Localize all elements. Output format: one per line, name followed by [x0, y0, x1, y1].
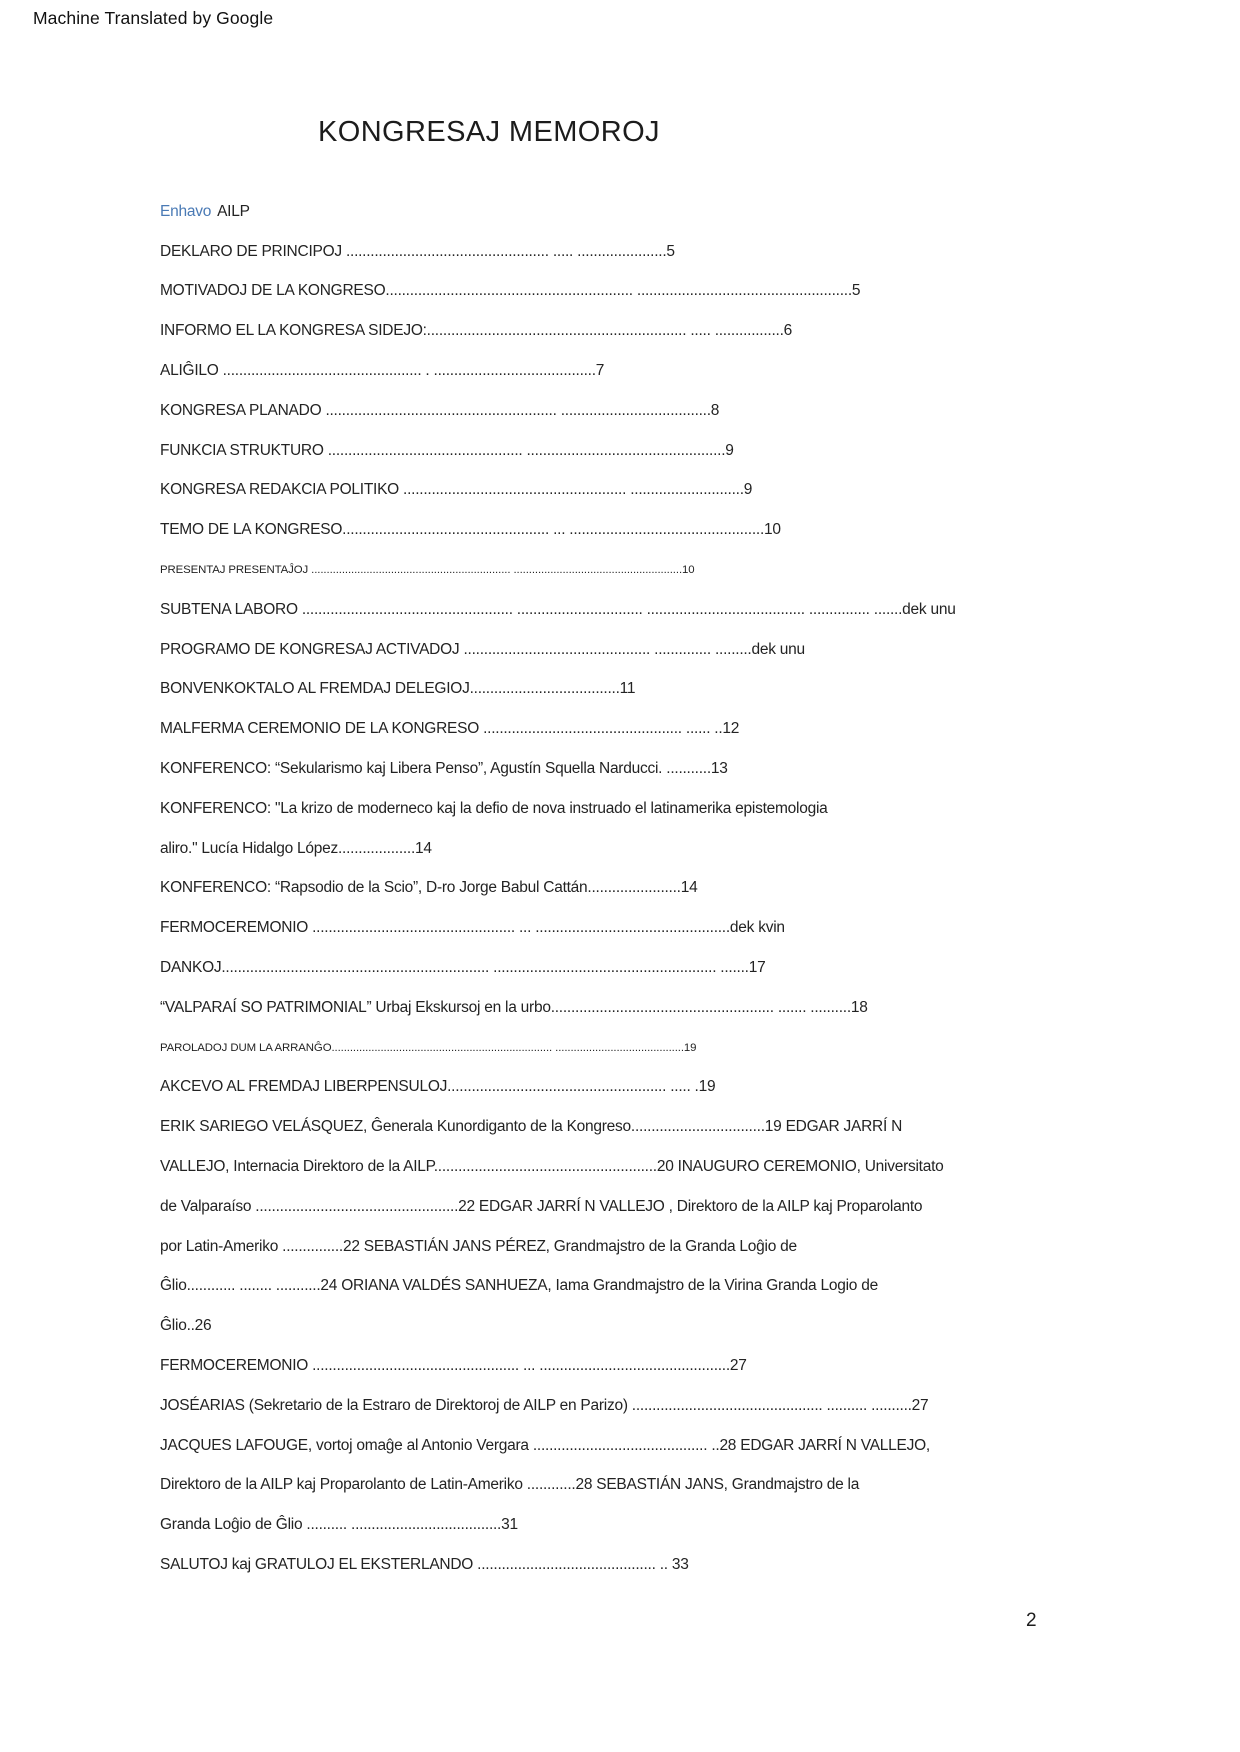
toc-line: VALLEJO, Internacia Direktoro de la AILP.......................................................20 INAUGURO CEREMONIO, Universitato	[160, 1158, 944, 1176]
toc-heading-suffix: AILP	[217, 202, 250, 220]
enhavo-link[interactable]: Enhavo	[160, 202, 212, 220]
toc-line: INFORMO EL LA KONGRESA SIDEJO:................................................................ ..... .................6	[160, 322, 793, 340]
toc-line: JACQUES LAFOUGE, vortoj omaĝe al Antonio Vergara ........................................... ..28 EDGAR JARRÍ N VALLEJO,	[160, 1436, 930, 1454]
toc-line: PROGRAMO DE KONGRESAJ ACTIVADOJ .............................................. .............. .........dek unu	[160, 640, 805, 658]
toc-line: Granda Loĝio de Ĝlio .......... .....................................31	[160, 1516, 518, 1534]
toc-line: KONFERENCO: “Rapsodio de la Scio”, D-ro Jorge Babul Cattán.......................14	[160, 879, 698, 897]
toc-line: PAROLADOJ DUM LA ARRANĜO........................................................................ ..........................................19	[160, 1041, 697, 1054]
toc-line: KONGRESA REDAKCIA POLITIKO ....................................................... ............................9	[160, 481, 753, 499]
toc-line: de Valparaíso ..................................................22 EDGAR JARRÍ N VALLEJO , Direktoro de la AILP kaj Proparolanto	[160, 1197, 923, 1215]
toc-line: Ĝlio............ ........ ...........24 ORIANA VALDÉS SANHUEZA, Iama Grandmajstro de la Virina Granda Logio de	[160, 1277, 878, 1295]
toc-line: FERMOCEREMONIO ................................................... ... ...............................................27	[160, 1357, 747, 1374]
toc-line: SUBTENA LABORO .................................................... ............................... ....................................... ............... .......dek unu	[160, 600, 956, 618]
toc-line: FUNKCIA STRUKTURO ................................................ .................................................9	[160, 441, 734, 459]
page-title: KONGRESAJ MEMOROJ	[318, 116, 660, 148]
page-number: 2	[1026, 1610, 1037, 1631]
toc-heading	[160, 192, 1120, 232]
toc-line: KONFERENCO: “Sekularismo kaj Libera Penso”, Agustín Squella Narducci. ...........13	[160, 760, 728, 778]
toc-line: ERIK SARIEGO VELÁSQUEZ, Ĝenerala Kunordiganto de la Kongreso.................................19 EDGAR JARRÍ N	[160, 1118, 903, 1136]
toc-line: TEMO DE LA KONGRESO................................................... ... ................................................10	[160, 521, 781, 539]
toc-line: Ĝlio..26	[160, 1317, 212, 1335]
toc-line: DANKOJ.................................................................. ....................................................... .......17	[160, 959, 766, 977]
toc-line: KONFERENCO: "La krizo de moderneco kaj la defio de nova instruado el latinamerika epistemologia	[160, 799, 828, 817]
toc-line: MOTIVADOJ DE LA KONGRESO............................................................. .....................................................5	[160, 282, 861, 300]
toc-line: “VALPARAÍ SO PATRIMONIAL” Urbaj Ekskursoj en la urbo....................................................... ....... ..........18	[160, 998, 868, 1016]
toc-line: Direktoro de la AILP kaj Proparolanto de Latin-Ameriko ............28 SEBASTIÁN JANS, Grandmajstro de la	[160, 1476, 860, 1494]
table-of-contents	[160, 192, 1120, 1585]
toc-line: MALFERMA CEREMONIO DE LA KONGRESO ................................................. ...... ..12	[160, 720, 740, 738]
toc-line: KONGRESA PLANADO ......................................................... .....................................8	[160, 401, 720, 419]
machine-translated-banner: Machine Translated by Google	[33, 8, 274, 28]
toc-line: FERMOCEREMONIO .................................................. ... ................................................dek kvin	[160, 919, 785, 937]
toc-line: aliro." Lucía Hidalgo López...................14	[160, 839, 432, 857]
toc-line: JOSÉARIAS (Sekretario de la Estraro de Direktoroj de AILP en Parizo) ............................................... .......... ..........27	[160, 1396, 929, 1414]
toc-line: BONVENKOKTALO AL FREMDAJ DELEGIOJ.....................................11	[160, 680, 636, 698]
toc-line: PRESENTAJ PRESENTAĴOJ ................................................................. .......................................................10	[160, 564, 695, 577]
toc-line: por Latin-Ameriko ...............22 SEBASTIÁN JANS PÉREZ, Grandmajstro de la Granda Loĝio de	[160, 1237, 797, 1255]
toc-line: DEKLARO DE PRINCIPOJ .................................................. ..... ......................5	[160, 242, 675, 260]
toc-line: AKCEVO AL FREMDAJ LIBERPENSULOJ...................................................... ..... .19	[160, 1078, 716, 1096]
toc-line: SALUTOJ kaj GRATULOJ EL EKSTERLANDO ............................................ .. 33	[160, 1555, 689, 1573]
toc-line: ALIĜILO ................................................. . ........................................7	[160, 362, 605, 380]
